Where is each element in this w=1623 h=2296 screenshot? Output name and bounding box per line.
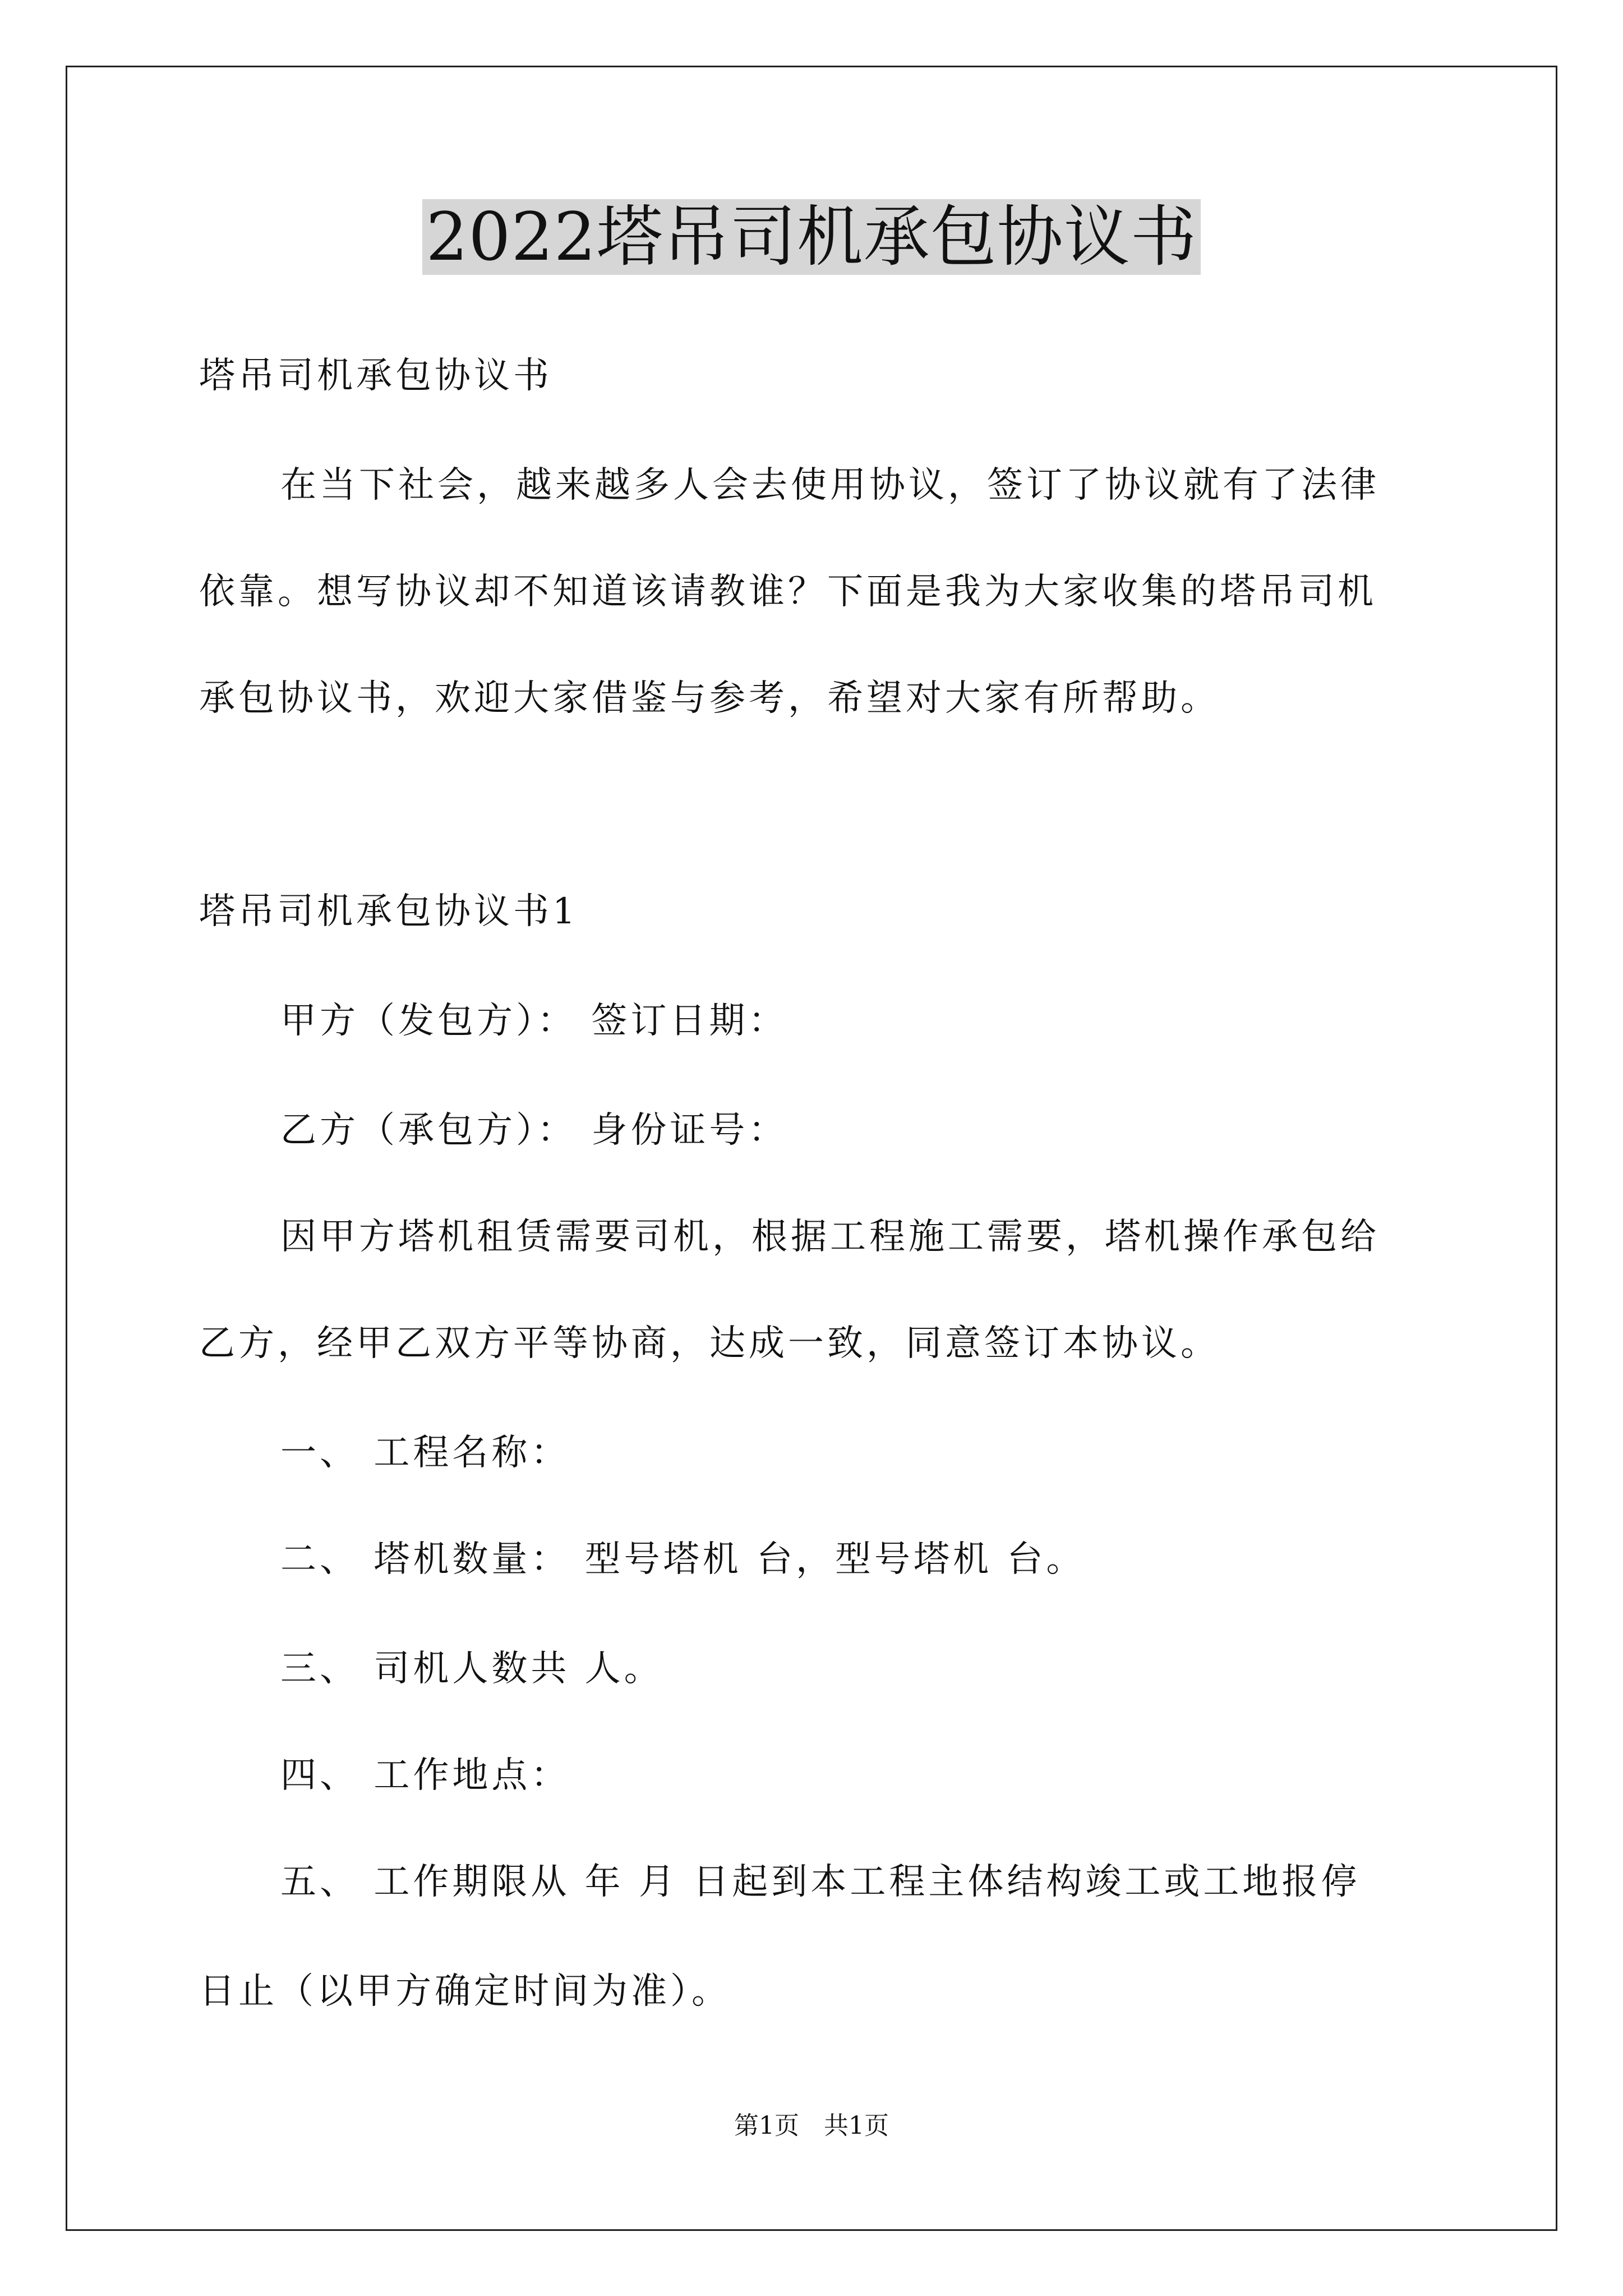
intro-line-1: 在当下社会，越来越多人会去使用协议，签订了协议就有了法律 <box>280 464 1380 506</box>
party-b-line: 乙方（承包方）： 身份证号： <box>280 1110 788 1151</box>
clause-1: 一、 工程名称： <box>280 1432 570 1474</box>
title-container <box>0 199 1623 275</box>
clause-5-line-2: 日止（以甲方确定时间为准）。 <box>199 1971 731 2012</box>
intro-line-2: 依靠。想写协议却不知道该请教谁？下面是我为大家收集的塔吊司机 <box>199 571 1377 613</box>
subtitle-line: 塔吊司机承包协议书 <box>199 355 552 397</box>
intro-line-3: 承包协议书，欢迎大家借鉴与参考，希望对大家有所帮助。 <box>199 678 1220 719</box>
document-title: 2022塔吊司机承包协议书 <box>422 199 1200 275</box>
agreement-line-2: 乙方，经甲乙双方平等协商，达成一致，同意签订本协议。 <box>199 1323 1220 1364</box>
clause-5-line-1: 五、 工作期限从 年 月 日起到本工程主体结构竣工或工地报停 <box>280 1861 1361 1903</box>
party-a-line: 甲方（发包方）： 签订日期： <box>280 1000 788 1042</box>
section-heading: 塔吊司机承包协议书1 <box>199 891 579 932</box>
page-number-footer: 第1页 共1页 <box>734 2111 889 2140</box>
clause-2: 二、 塔机数量： 型号塔机 台，型号塔机 台。 <box>280 1539 1086 1580</box>
agreement-line-1: 因甲方塔机租赁需要司机，根据工程施工需要，塔机操作承包给 <box>280 1216 1380 1258</box>
clause-3: 三、 司机人数共 人。 <box>280 1648 663 1690</box>
clause-4: 四、 工作地点： <box>280 1755 570 1796</box>
